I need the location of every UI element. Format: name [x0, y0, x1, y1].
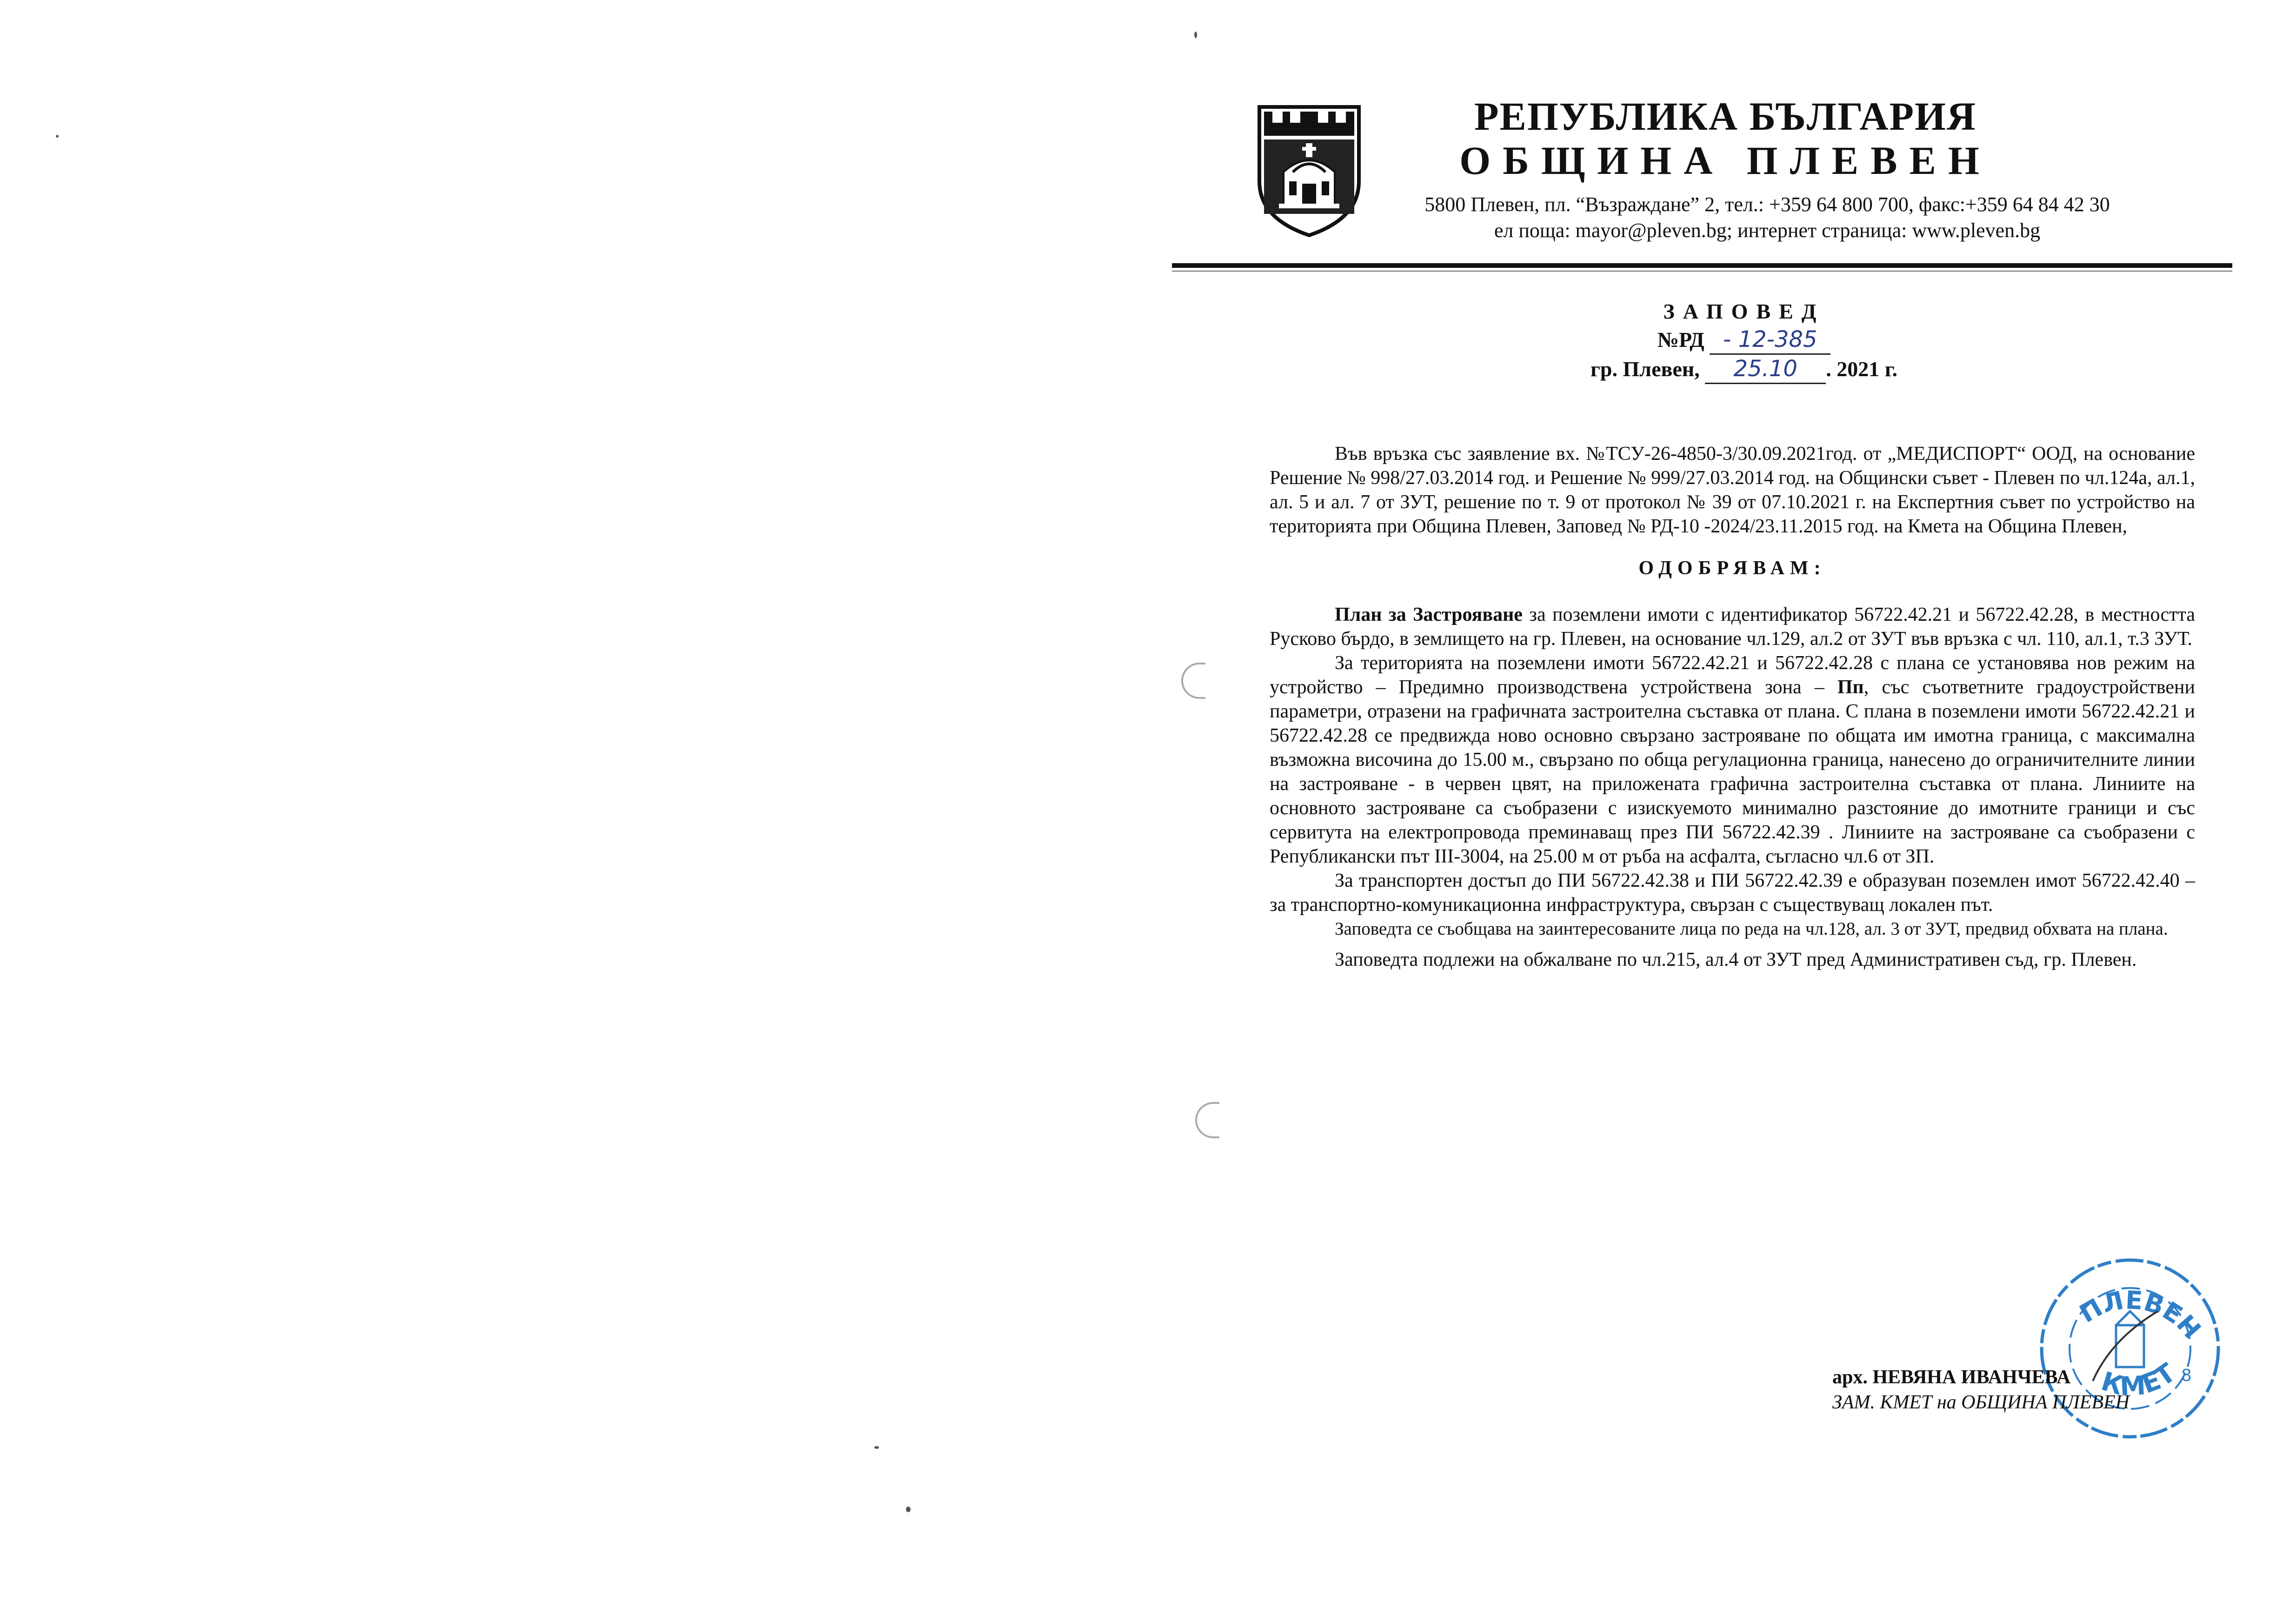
order-date-line: [1511, 355, 1977, 384]
svg-text:ПЛЕВЕН: [2075, 1285, 2207, 1344]
signer-title: ЗАМ. КМЕТ на ОБЩИНА ПЛЕВЕН: [1832, 1392, 2130, 1413]
order-number-prefix: №РД: [1657, 328, 1704, 352]
order-heading: [1511, 298, 1977, 384]
plan-text: за поземлени имоти с идентификатор 56722.42.21 и 56722.42.28, в местността Русково бърдо, в землището на гр. Плевен, на основание чл.129, ал.2 от ЗУТ във връзка с чл. 110, ал.1, т.3 ЗУТ.: [1270, 604, 2195, 650]
plan-title: План за Застрояване: [1335, 604, 1523, 625]
header-divider: [1172, 263, 2232, 268]
order-title: ЗАПОВЕД: [1663, 299, 1825, 323]
scan-speck: [874, 1446, 879, 1449]
contact-line: ел поща: mayor@pleven.bg; интернет страница: www.pleven.bg: [1494, 219, 2041, 242]
appeal-paragraph: Заповедта подлежи на обжалване по чл.215, ал.4 от ЗУТ пред Административен съд, гр. Плевен.: [1335, 949, 2137, 970]
stamp-number: 8: [2181, 1366, 2192, 1385]
address-line: 5800 Плевен, пл. “Възраждане” 2, тел.: +359 64 800 700, факс:+359 64 84 42 30: [1424, 193, 2110, 216]
preamble-paragraph: Във връзка със заявление вх. №ТСУ-26-4850-3/30.09.2021год. от „МЕДИСПОРТ“ ООД, на основание Решение № 998/27.03.2014 год. и Решение № 999/27.03.2014 год. на Общински съвет - Плевен по чл.124а, ал.1, ал. 5 и ал. 7 от ЗУТ, решение по т. 9 от протокол № 39 от 07.10.2021 г. на Експертния съвет по устройство на територията при Община Плевен, Заповед № РД-10 -2024/23.11.2015 год. на Кмета на Община Плевен,: [1270, 443, 2195, 537]
pleven-coat-of-arms-icon: [1256, 98, 1363, 237]
transport-paragraph: За транспортен достъп до ПИ 56722.42.38 и ПИ 56722.42.39 е образуван поземлен имот 56722.42.40 – за транспортно-комуникационна инфраструктура, свързан с съществуващ локален път.: [1270, 870, 2195, 916]
order-body: [1270, 442, 2195, 972]
territory-text-end: , със съответните градоустройствени параметри, отразени на графичната застроителна съставка от плана. С плана в поземлени имоти 56722.42.21 и 56722.42.28 се предвижда ново основно свързано застрояване по общата им имотна граница, с максимална възможна височина до 15.00 м., свързано по обща регулационна граница, нанесено до ограничителните линии на застрояване - в червен цвят, на приложената графична застроителна съставка от плана. Линиите на основното застрояване са съобразени с изискуемото минимално разстояние до имотните граници и със сервитута на електропровода преминаващ през ПИ 56722.42.39 . Линиите на застрояване са съобразени с Републикански път III-3004, на 25.00 м от ръба на асфалта, съгласно чл.6 от ЗП.: [1270, 677, 2195, 867]
signature-block: [1832, 1365, 2232, 1415]
municipality-name: ОБЩИНА ПЛЕВЕН: [1459, 138, 1991, 183]
stamp-text-top: ПЛЕВЕН: [2074, 1285, 2207, 1345]
plan-paragraph: [1270, 603, 2195, 651]
scan-speck: [56, 135, 59, 138]
signer-name: арх. НЕВЯНА ИВАНЧЕВА: [1832, 1367, 2071, 1388]
stamp-text-bottom: КМЕТ: [2097, 1357, 2182, 1402]
scan-speck: [906, 1507, 911, 1512]
country-name: РЕПУБЛИКА БЪЛГАРИЯ: [1474, 94, 1977, 139]
territory-text-start: За територията на поземлени имоти 56722.42.21 и 56722.42.28 с плана се установява нов режим на устройство – Предимно производствена устройствена зона –: [1270, 652, 2195, 698]
letterhead: [1172, 88, 2232, 284]
blue-official-stamp-icon: [2037, 1228, 2223, 1455]
territory-paragraph: [1270, 651, 2195, 869]
zone-code: Пп: [1837, 677, 1864, 698]
order-year: . 2021 г.: [1826, 357, 1897, 381]
punch-hole-mark: [1195, 1102, 1219, 1138]
header-divider-thin: [1172, 271, 2232, 272]
order-number-line: [1511, 325, 1977, 355]
order-place: гр. Плевен,: [1591, 357, 1700, 381]
order-number-handwritten: - 12-385: [1710, 325, 1830, 355]
notification-paragraph: Заповедта се съобщава на заинтересованите лица по реда на чл.128, ал. 3 от ЗУТ, предвид обхвата на плана.: [1335, 919, 2168, 939]
approve-heading: ОДОБРЯВАМ:: [1638, 558, 1826, 579]
order-date-handwritten: 25.10: [1705, 355, 1826, 384]
punch-hole-mark: [1181, 663, 1205, 699]
scan-speck: [1194, 32, 1197, 38]
